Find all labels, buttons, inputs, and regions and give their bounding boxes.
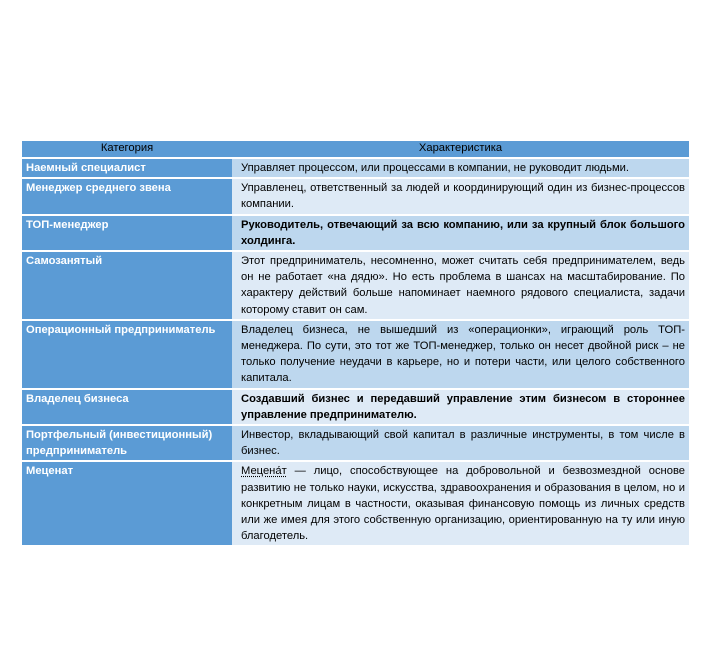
row-category: ТОП-менеджер — [22, 216, 232, 250]
row-category: Менеджер среднего звена — [22, 179, 232, 213]
header-characteristic: Характеристика — [232, 141, 689, 157]
row-description: Управленец, ответственный за людей и координирующий один из бизнес-процессов компании. — [232, 179, 689, 213]
row-category: Самозанятый — [22, 252, 232, 319]
row-description: Руководитель, отвечающий за всю компанию, или за крупный блок большого холдинга. — [232, 216, 689, 250]
row-category: Меценат — [22, 462, 232, 545]
category-table — [22, 141, 689, 545]
row-category: Операционный предприниматель — [22, 321, 232, 388]
row-category: Владелец бизнеса — [22, 390, 232, 424]
row-description: Управляет процессом, или процессами в компании, не руководит людьми. — [232, 159, 689, 177]
header-category: Категория — [22, 141, 232, 157]
row-category: Портфельный (инвестиционный) предприниматель — [22, 426, 232, 460]
row-description: Инвестор, вкладывающий свой капитал в различные инструменты, в том числе в бизнес. — [232, 426, 689, 460]
row-description: Этот предприниматель, несомненно, может считать себя предпринимателем, ведь он не работает «на дядю». Но есть проблема в шансах на масштабирование. По характеру действий больше напоминает наемного рядового специалиста, задачи которому ставит он сам. — [232, 252, 689, 319]
row-description-text: — лицо, способствующее на добровольной и безвозмездной основе развитию не только науки, искусства, здравоохранения и образования в целом, но и конкретным лицам в частности, оказывая финансовую помощь из личных средств или же имея для этого собственную организацию, ориентированную на ту или иную благодетель. — [241, 465, 685, 543]
row-category: Наемный специалист — [22, 159, 232, 177]
row-description — [232, 462, 689, 545]
row-description: Владелец бизнеса, не вышедший из «операционки», играющий роль ТОП-менеджера. По сути, это тот же ТОП-менеджер, только он несет двойной риск – не только получение неудачи в карьере, но и потери части, или целого собственного капитала. — [232, 321, 689, 388]
term-mecenat: Мецена́т — [241, 465, 287, 478]
row-description: Создавший бизнес и передавший управление этим бизнесом в стороннее управление предпринимателю. — [232, 390, 689, 424]
